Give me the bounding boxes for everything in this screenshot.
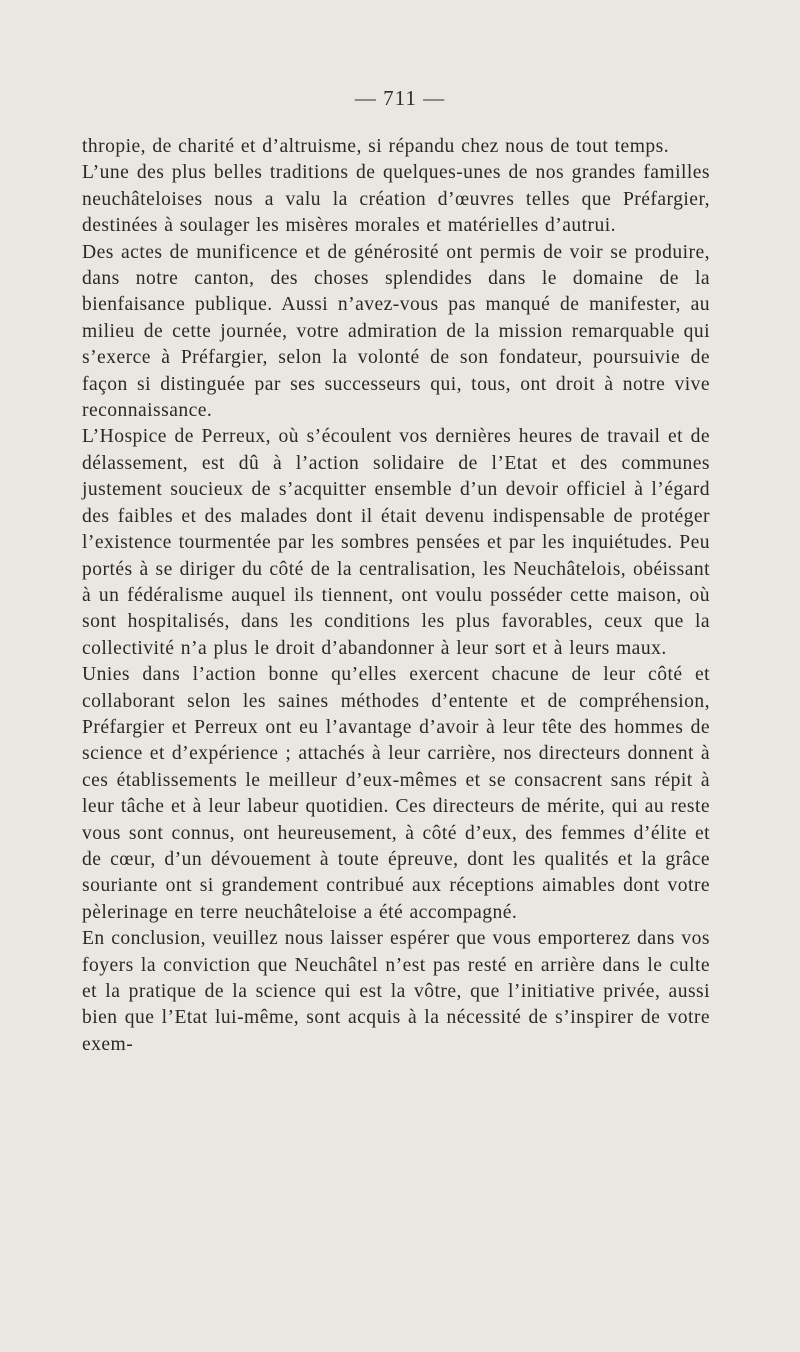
paragraph-2: L’une des plus belles traditions de quelques-unes de nos grandes familles neuchâteloises nous a valu la création d’œuvres telles que Préfargier, destinées à soulager les misères morales et matérielles d’autrui.: [82, 162, 710, 237]
page-number: — 711 —: [354, 86, 446, 110]
body-text: [82, 134, 710, 1058]
paragraph-5: Unies dans l’action bonne qu’elles exercent chacune de leur côté et collaborant selon les saines méthodes d’entente et de compréhension, Préfargier et Perreux ont eu l’avantage d’avoir à leur tête des hommes de science et d’expérience ; attachés à leur carrière, nos directeurs donnent à ces établissements le meilleur d’eux-mêmes et se consacrent sans répit à leur tâche et à leur labeur quotidien. Ces directeurs de mérite, qui au reste vous sont connus, ont heureusement, à côté d’eux, des femmes d’élite et de cœur, d’un dévouement à toute épreuve, dont les qualités et la grâce souriante ont si grandement contribué aux réceptions aimables dont votre pèlerinage en terre neuchâteloise a été accompagné.: [82, 664, 710, 923]
paragraph-6: En conclusion, veuillez nous laisser espérer que vous emporterez dans vos foyers la conviction que Neuchâtel n’est pas resté en arrière dans le culte et la pratique de la science qui est la vôtre, que l’initiative privée, aussi bien que l’Etat lui-même, sont acquis à la nécessité de s’inspirer de votre exem-: [82, 928, 710, 1055]
paragraph-4: L’Hospice de Perreux, où s’écoulent vos dernières heures de travail et de délassement, est dû à l’action solidaire de l’Etat et des communes justement soucieux de s’acquitter ensemble d’un devoir officiel à l’égard des faibles et des malades dont il était devenu indispensable de protéger l’existence tourmentée par les sombres pensées et par les inquiétudes. Peu portés à se diriger du côté de la centralisation, les Neuchâtelois, obéissant à un fédéralisme auquel ils tiennent, ont voulu posséder cette maison, où sont hospitalisés, dans les conditions les plus favorables, ceux que la collectivité n’a plus le droit d’abandonner à leur sort et à leurs maux.: [82, 426, 710, 659]
paragraph-1: thropie, de charité et d’altruisme, si répandu chez nous de tout temps.: [82, 136, 670, 157]
paragraph-3: Des actes de munificence et de générosité ont permis de voir se produire, dans notre canton, des choses splendides dans le domaine de la bienfaisance publique. Aussi n’avez-vous pas manqué de manifester, au milieu de cette journée, votre admiration de la mission remarquable qui s’exerce à Préfargier, selon la volonté de son fondateur, poursuivie de façon si distinguée par ses successeurs qui, tous, ont droit à notre vive reconnaissance.: [82, 241, 710, 422]
